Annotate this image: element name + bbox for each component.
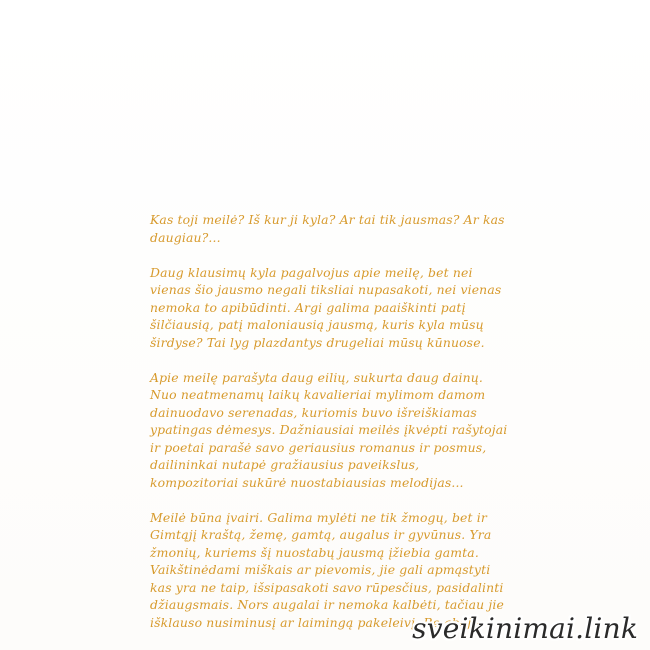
love-essay-text <box>150 211 512 649</box>
paragraph-songs: Apie meilę parašyta daug eilių, sukurta daug dainų. Nuo neatmenamų laikų kavalieriai mylimom damom dainuodavo serenadas, kuriomis buvo išreiškiamas ypatingas dėmesys. Dažniausiai meilės įkvėpti rašytojai ir poetai parašė savo geriausius romanus ir posmus, dailininkai nutapė gražiausius paveikslus, kompozitoriai sukūrė nuostabiausias melodijas... <box>150 369 508 490</box>
site-watermark: sveikinimai.link <box>412 612 638 645</box>
paragraph-nature: Meilė būna įvairi. Galima mylėti ne tik žmogų, bet ir Gimtąjį kraštą, žemę, gamtą, augalus ir gyvūnus. Yra žmonių, kuriems šį nuostabų jausmą įžiebia gamta. Vaikštinėdami miškais ar pievomis, jie gali apmąstyti kas yra ne taip, išsipasakoti savo rūpesčius, pasidalinti džiaugsmais. Nors augalai ir nemoka kalbėti, tačiau jie išklauso nusiminusį ar laimingą pakeleivį. Be abejo, <box>150 509 504 630</box>
paragraph-intro: Kas toji meilė? Iš kur ji kyla? Ar tai tik jausmas? Ar kas daugiau?... <box>150 212 505 245</box>
paragraph-questions: Daug klausimų kyla pagalvojus apie meilę, bet nei vienas šio jausmo negali tiksliai nupasakoti, nei vienas nemoka to apibūdinti. Argi galima paaiškinti patį šilčiausią, patį maloniausią jausmą, kuris kyla mūsų širdyse? Tai lyg plazdantys drugeliai mūsų kūnuose. <box>150 264 502 350</box>
